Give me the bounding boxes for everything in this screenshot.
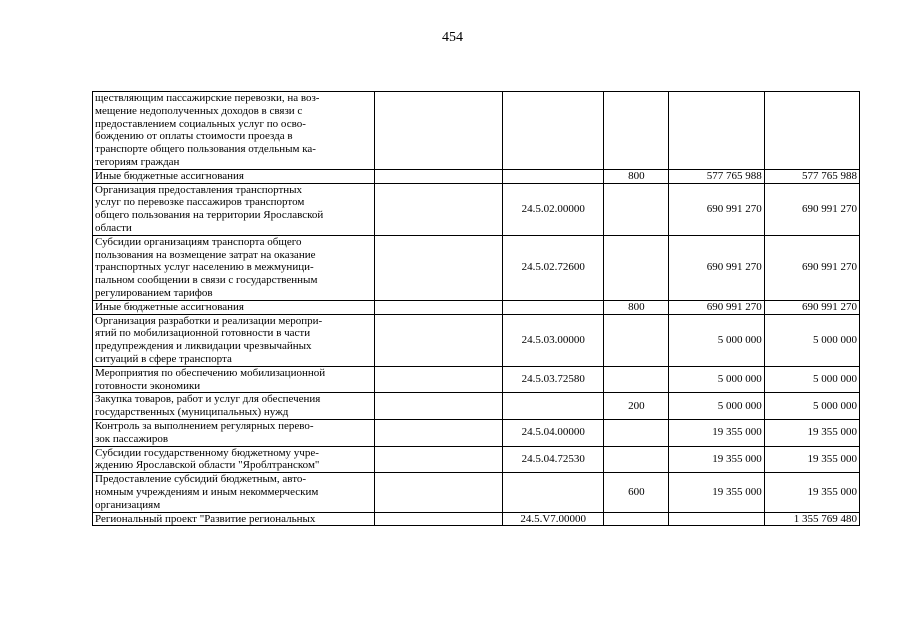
row-sum2-cell: 19 355 000 xyxy=(764,446,859,473)
row-sum1-cell: 690 991 270 xyxy=(669,183,764,235)
row-sum2-cell: 5 000 000 xyxy=(764,314,859,366)
row-blank-cell xyxy=(374,512,502,526)
row-blank-cell xyxy=(374,366,502,393)
table-row xyxy=(93,512,860,526)
row-blank-cell xyxy=(374,473,502,512)
row-blank-cell xyxy=(374,235,502,300)
table-row xyxy=(93,419,860,446)
row-name-cell: Контроль за выполнением регулярных перево- зок пассажиров xyxy=(93,419,375,446)
row-sum2-cell: 19 355 000 xyxy=(764,473,859,512)
row-type-cell: 800 xyxy=(604,169,669,183)
row-sum1-cell: 577 765 988 xyxy=(669,169,764,183)
row-sum2-cell: 690 991 270 xyxy=(764,235,859,300)
row-type-cell xyxy=(604,512,669,526)
row-name-cell: Организация предоставления транспортных услуг по перевозке пассажиров транспортом общего пользования на территории Ярославской области xyxy=(93,183,375,235)
table-row xyxy=(93,446,860,473)
row-sum2-cell: 690 991 270 xyxy=(764,183,859,235)
table-row xyxy=(93,314,860,366)
row-type-cell xyxy=(604,446,669,473)
row-type-cell xyxy=(604,314,669,366)
row-code-cell xyxy=(503,300,604,314)
row-blank-cell xyxy=(374,300,502,314)
row-name-cell: Иные бюджетные ассигнования xyxy=(93,169,375,183)
row-sum1-cell: 690 991 270 xyxy=(669,235,764,300)
row-code-cell xyxy=(503,92,604,170)
row-sum1-cell: 19 355 000 xyxy=(669,446,764,473)
row-sum1-cell xyxy=(669,92,764,170)
row-name-cell: Мероприятия по обеспечению мобилизационной готовности экономики xyxy=(93,366,375,393)
row-sum1-cell: 690 991 270 xyxy=(669,300,764,314)
row-type-cell xyxy=(604,235,669,300)
row-blank-cell xyxy=(374,446,502,473)
row-sum2-cell: 5 000 000 xyxy=(764,393,859,420)
row-code-cell: 24.5.V7.00000 xyxy=(503,512,604,526)
row-name-cell: ществляющим пассажирские перевозки, на воз- мещение недополученных доходов в связи с предоставлением социальных услуг по осво- бождению от оплаты стоимости проезда в транспорте общего пользования отдельным ка- тегориям граждан xyxy=(93,92,375,170)
table-row xyxy=(93,393,860,420)
row-sum2-cell xyxy=(764,92,859,170)
table-row xyxy=(93,300,860,314)
row-code-cell: 24.5.04.00000 xyxy=(503,419,604,446)
table-row xyxy=(93,366,860,393)
row-name-cell: Закупка товаров, работ и услуг для обеспечения государственных (муниципальных) нужд xyxy=(93,393,375,420)
row-type-cell: 200 xyxy=(604,393,669,420)
row-sum1-cell: 5 000 000 xyxy=(669,366,764,393)
row-blank-cell xyxy=(374,314,502,366)
row-sum1-cell: 19 355 000 xyxy=(669,473,764,512)
budget-table xyxy=(92,91,860,526)
table-row xyxy=(93,92,860,170)
row-code-cell: 24.5.02.00000 xyxy=(503,183,604,235)
table-row xyxy=(93,235,860,300)
row-type-cell xyxy=(604,183,669,235)
row-name-cell: Организация разработки и реализации меропри- ятий по мобилизационной готовности в части предупреждения и ликвидации чрезвычайных ситуаций в сфере транспорта xyxy=(93,314,375,366)
row-type-cell xyxy=(604,366,669,393)
row-blank-cell xyxy=(374,419,502,446)
row-sum2-cell: 19 355 000 xyxy=(764,419,859,446)
row-sum2-cell: 5 000 000 xyxy=(764,366,859,393)
row-code-cell xyxy=(503,393,604,420)
row-sum2-cell: 690 991 270 xyxy=(764,300,859,314)
row-blank-cell xyxy=(374,169,502,183)
row-code-cell xyxy=(503,473,604,512)
row-code-cell: 24.5.04.72530 xyxy=(503,446,604,473)
row-blank-cell xyxy=(374,92,502,170)
row-name-cell: Субсидии организациям транспорта общего пользования на возмещение затрат на оказание транспортных услуг населению в межмуници- пальном сообщении в связи с государственным регулированием тарифов xyxy=(93,235,375,300)
table-row xyxy=(93,169,860,183)
row-sum1-cell: 19 355 000 xyxy=(669,419,764,446)
row-name-cell: Предоставление субсидий бюджетным, авто- номным учреждениям и иным некоммерческим организациям xyxy=(93,473,375,512)
row-type-cell xyxy=(604,92,669,170)
row-blank-cell xyxy=(374,183,502,235)
row-code-cell: 24.5.03.72580 xyxy=(503,366,604,393)
row-type-cell: 800 xyxy=(604,300,669,314)
row-sum1-cell: 5 000 000 xyxy=(669,393,764,420)
row-sum1-cell: 5 000 000 xyxy=(669,314,764,366)
row-sum2-cell: 1 355 769 480 xyxy=(764,512,859,526)
row-sum2-cell: 577 765 988 xyxy=(764,169,859,183)
table-row xyxy=(93,183,860,235)
row-type-cell: 600 xyxy=(604,473,669,512)
row-code-cell: 24.5.02.72600 xyxy=(503,235,604,300)
row-blank-cell xyxy=(374,393,502,420)
row-code-cell xyxy=(503,169,604,183)
row-name-cell: Субсидии государственному бюджетному учре- ждению Ярославской области "Яроблтранском" xyxy=(93,446,375,473)
row-name-cell: Региональный проект "Развитие региональных xyxy=(93,512,375,526)
row-name-cell: Иные бюджетные ассигнования xyxy=(93,300,375,314)
row-sum1-cell xyxy=(669,512,764,526)
row-code-cell: 24.5.03.00000 xyxy=(503,314,604,366)
page-number: 454 xyxy=(442,30,463,45)
row-type-cell xyxy=(604,419,669,446)
budget-table-body xyxy=(93,92,860,526)
table-row xyxy=(93,473,860,512)
